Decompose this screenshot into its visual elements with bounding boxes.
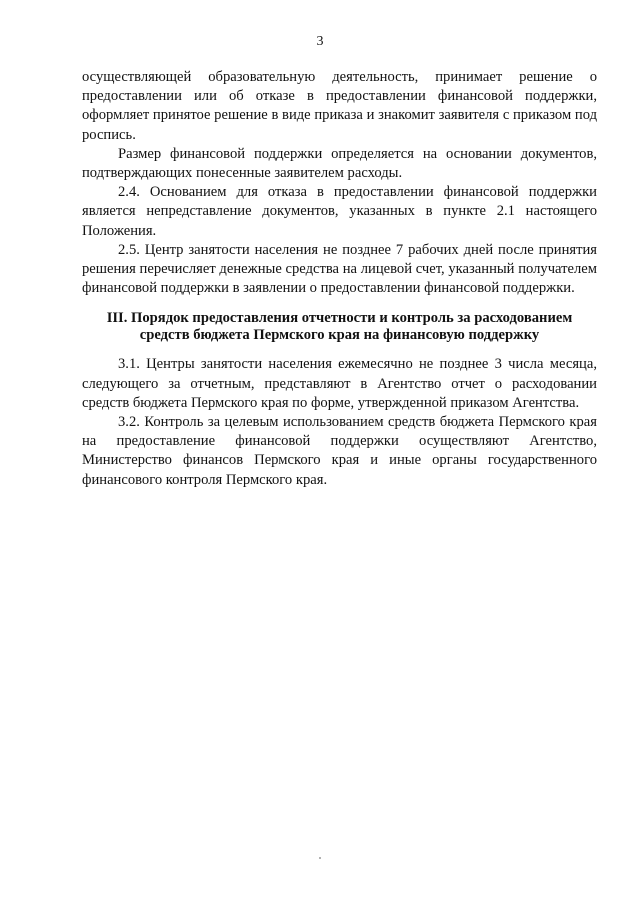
scan-speck (319, 857, 321, 859)
paragraph-2-4: 2.4. Основанием для отказа в предоставлении финансовой поддержки является непредставление документов, указанных в пункте 2.1 настоящего Положения. (82, 184, 597, 239)
page-number: 3 (316, 34, 324, 49)
paragraph-2-5: 2.5. Центр занятости населения не позднее 7 рабочих дней после принятия решения перечисляет денежные средства на лицевой счет, указанный получателем финансовой поддержки в заявлении о предоставлении финансовой поддержки. (82, 241, 597, 297)
document-body (82, 68, 597, 490)
paragraph-3-1: 3.1. Центры занятости населения ежемесячно не позднее 3 числа месяца, следующего за отчетным, представляют в Агентство отчет о расходовании средств бюджета Пермского края по форме, утвержденной приказом Агентства. (82, 356, 597, 411)
section-heading-iii: III. Порядок предоставления отчетности и контроль за расходованием средств бюджета Пермского края на финансовую поддержку (106, 310, 573, 344)
paragraph-continuation: осуществляющей образовательную деятельность, принимает решение о предоставлении или об отказе в предоставлении финансовой поддержки, оформляет принятое решение в виде приказа и знакомит заявителя с приказом под роспись. (82, 69, 597, 143)
paragraph-3-2: 3.2. Контроль за целевым использованием средств бюджета Пермского края на предоставление финансовой поддержки осуществляют Агентство, Министерство финансов Пермского края и иные органы государственного финансового контроля Пермского края. (82, 414, 597, 488)
paragraph-support-amount: Размер финансовой поддержки определяется на основании документов, подтверждающих понесенные заявителем расходы. (82, 145, 597, 182)
